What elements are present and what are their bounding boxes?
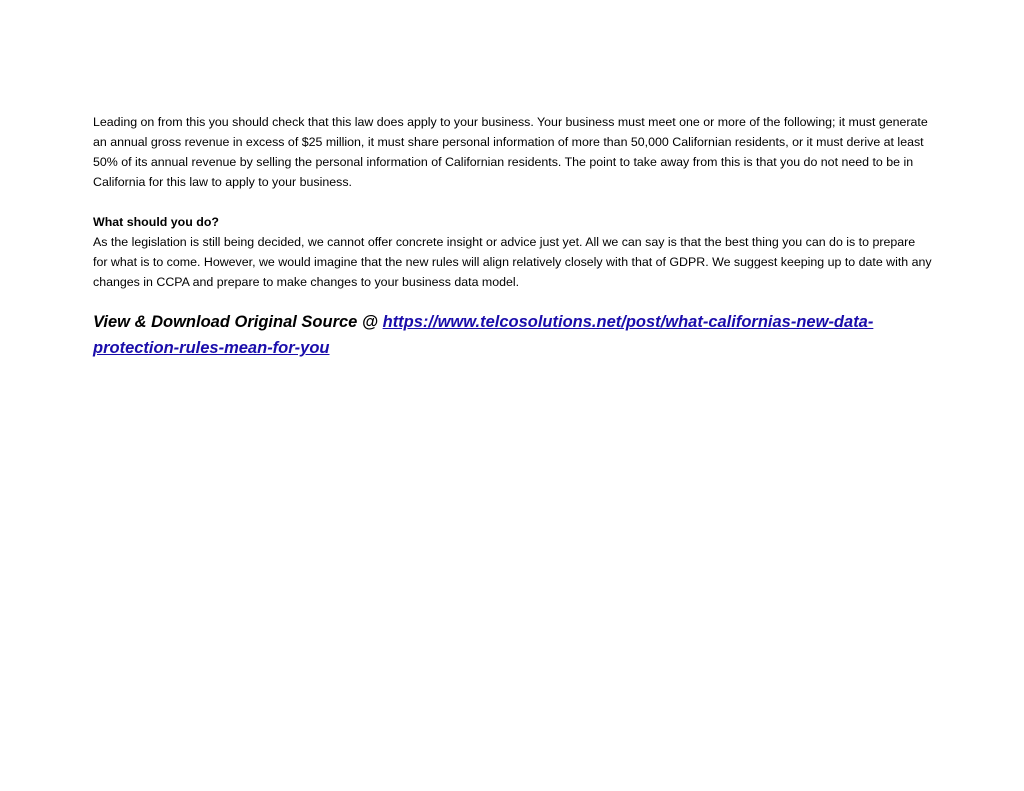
section-paragraph: As the legislation is still being decided, we cannot offer concrete insight or advice just yet. All we can say is that the best thing you can do is to prepare for what is to come. However, we would imagine that the new rules will align relatively closely with that of GDPR. We suggest keeping up to date with any changes in CCPA and prepare to make changes to your business data model. bbox=[93, 235, 932, 289]
document-page bbox=[93, 112, 933, 361]
paragraph-spacer bbox=[93, 192, 933, 212]
section-heading: What should you do? bbox=[93, 215, 219, 229]
source-label: View & Download Original Source @ bbox=[93, 313, 383, 331]
intro-paragraph: Leading on from this you should check that this law does apply to your business. Your business must meet one or more of the following; it must generate an annual gross revenue in excess of $25 million, it must share personal information of more than 50,000 Californian residents, or it must derive at least 50% of its annual revenue by selling the personal information of Californian residents. The point to take away from this is that you do not need to be in California for this law to apply to your business. bbox=[93, 115, 928, 189]
source-line bbox=[93, 309, 933, 361]
source-link[interactable]: https://www.telcosolutions.net/post/what-californias-new-data-protection-rules-mean-for-you bbox=[93, 313, 874, 357]
